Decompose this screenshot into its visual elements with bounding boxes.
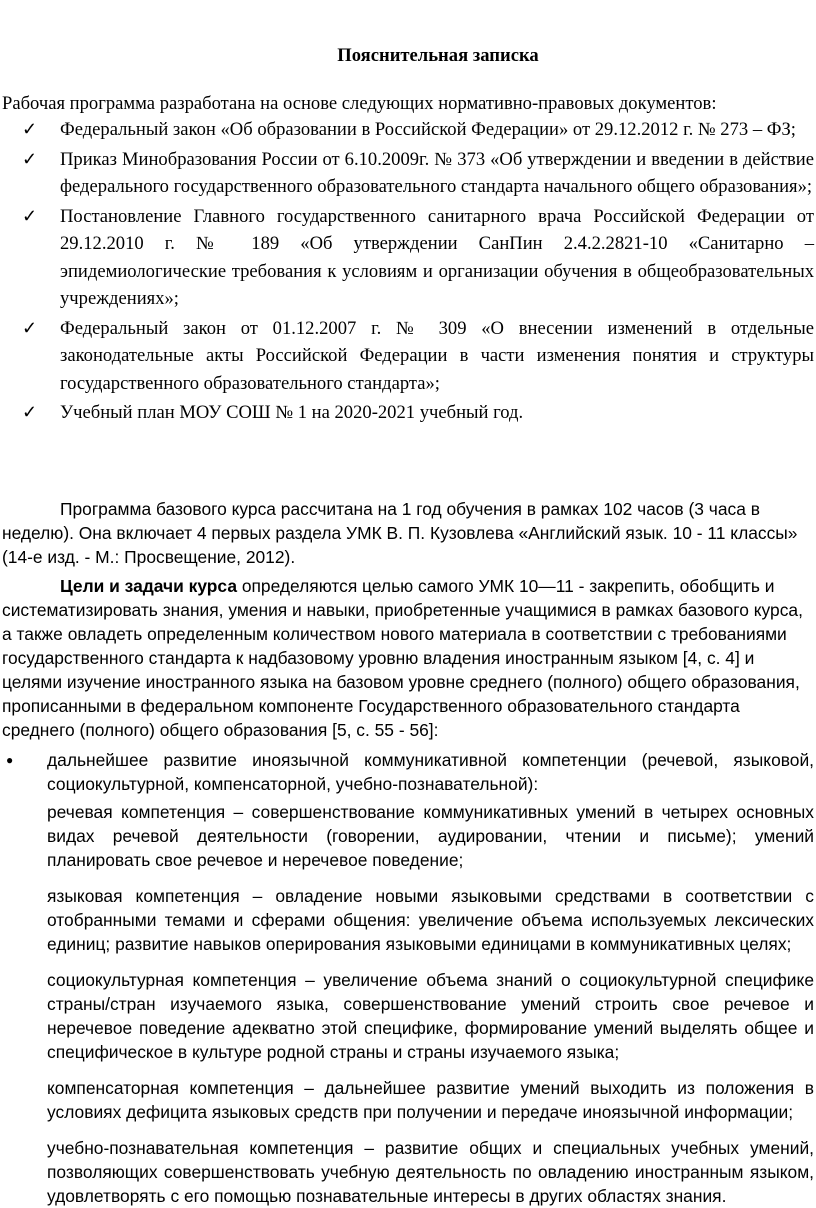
bullet-icon: ● (6, 753, 14, 767)
paragraph-goals: Цели и задачи курса определяются целью самого УМК 10—11 - закрепить, обобщить и систематизировать знания, умения и навыки, приобретенные учащимися в рамках базового курса, а также овладеть определенным количеством нового материала в соответствии с требованиями государственного стандарта к надбазовому уровню владения иностранным языком [4, с. 4] и целями изучение иностранного языка на базовом уровне среднего (полного) общего образования, прописанными в федеральном компоненте Государственного образовательного стандарта среднего (полного) общего образования [5, с. 55 - 56]: (2, 576, 803, 740)
checkmark-icon: ✓ (22, 402, 38, 422)
checkmark-icon: ✓ (22, 148, 38, 169)
list-item: ✓ Федеральный закон «Об образовании в Российской Федерации» от 29.12.2012 г. № 273 – ФЗ; (0, 116, 814, 144)
checkmark-icon: ✓ (22, 205, 38, 226)
competence-language: языковая компетенция – овладение новыми языковыми средствами в соответствии с отобранными темами и сферами общения: увеличение объема используемых лексических единиц; развитие навыков оперирования языковыми единицами в коммуникативных целях; (47, 886, 814, 954)
competence-educational: учебно-познавательная компетенция – развитие общих и специальных учебных умений, позволяющих совершенствовать учебную деятельность по овладению иностранным языком, удовлетворять с его помощью познавательные интересы в других областях знания. (47, 1138, 814, 1206)
list-item: ✓ Федеральный закон от 01.12.2007 г. № 309 «О внесении изменений в отдельные законодательные акты Российской Федерации в части изменения понятия и структуры государственного образовательного стандарта»; (0, 315, 814, 398)
competence-sociocultural: социокультурная компетенция – увеличение объема знаний о социокультурной специфике страны/стран изучаемого языка, совершенствование умений строить свое речевое и неречевое поведение адекватно этой специфике, формирование умений выделять общее и специфическое в культуре родной страны и страны изучаемого языка; (47, 970, 814, 1062)
competence-speech: речевая компетенция – совершенствование коммуникативных умений в четырех основных видах речевой деятельности (говорении, аудировании, чтении и письме); умений планировать свое речевое и неречевое поведение; (47, 802, 814, 870)
competence-compensatory: компенсаторная компетенция – дальнейшее развитие умений выходить из положения в условиях дефицита языковых средств при получении и передаче иноязычной информации; (47, 1078, 814, 1122)
checkmark-icon: ✓ (22, 119, 38, 139)
goals-heading: Цели и задачи курса (60, 576, 237, 596)
list-item: ✓ Приказ Минобразования России от 6.10.2009г. № 373 «Об утверждении и введении в действие федерального государственного образовательного стандарта начального общего образования»; (0, 146, 814, 201)
intro-text: Рабочая программа разработана на основе следующих нормативно-правовых документов: (2, 93, 717, 114)
list-item: ✓ Постановление Главного государственного санитарного врача Российской Федерации от 29.12.2010 г. № 189 «Об утверждении СанПин 2.4.2.2821-10 «Санитарно – эпидемиологические требования к условиям и организации обучения в общеобразовательных учреждениях»; (0, 203, 814, 313)
list-item: ✓ Учебный план МОУ СОШ № 1 на 2020-2021 учебный год. (0, 399, 814, 427)
page-title: Пояснительная записка (337, 45, 539, 66)
checkmark-icon: ✓ (22, 317, 38, 338)
competence-list (0, 748, 814, 1208)
list-item: ● дальнейшее развитие иноязычной коммуникативной компетенции (речевой, языковой, социокультурной, компенсаторной, учебно-познавательной): (6, 750, 814, 794)
documents-list (0, 116, 814, 429)
paragraph-course-hours: Программа базового курса рассчитана на 1 год обучения в рамках 102 часов (3 часа в неделю). Она включает 4 первых раздела УМК В. П. Кузовлева «Английский язык. 10 - 11 классы» (14-е изд. - М.: Просвещение, 2012). (2, 499, 798, 567)
